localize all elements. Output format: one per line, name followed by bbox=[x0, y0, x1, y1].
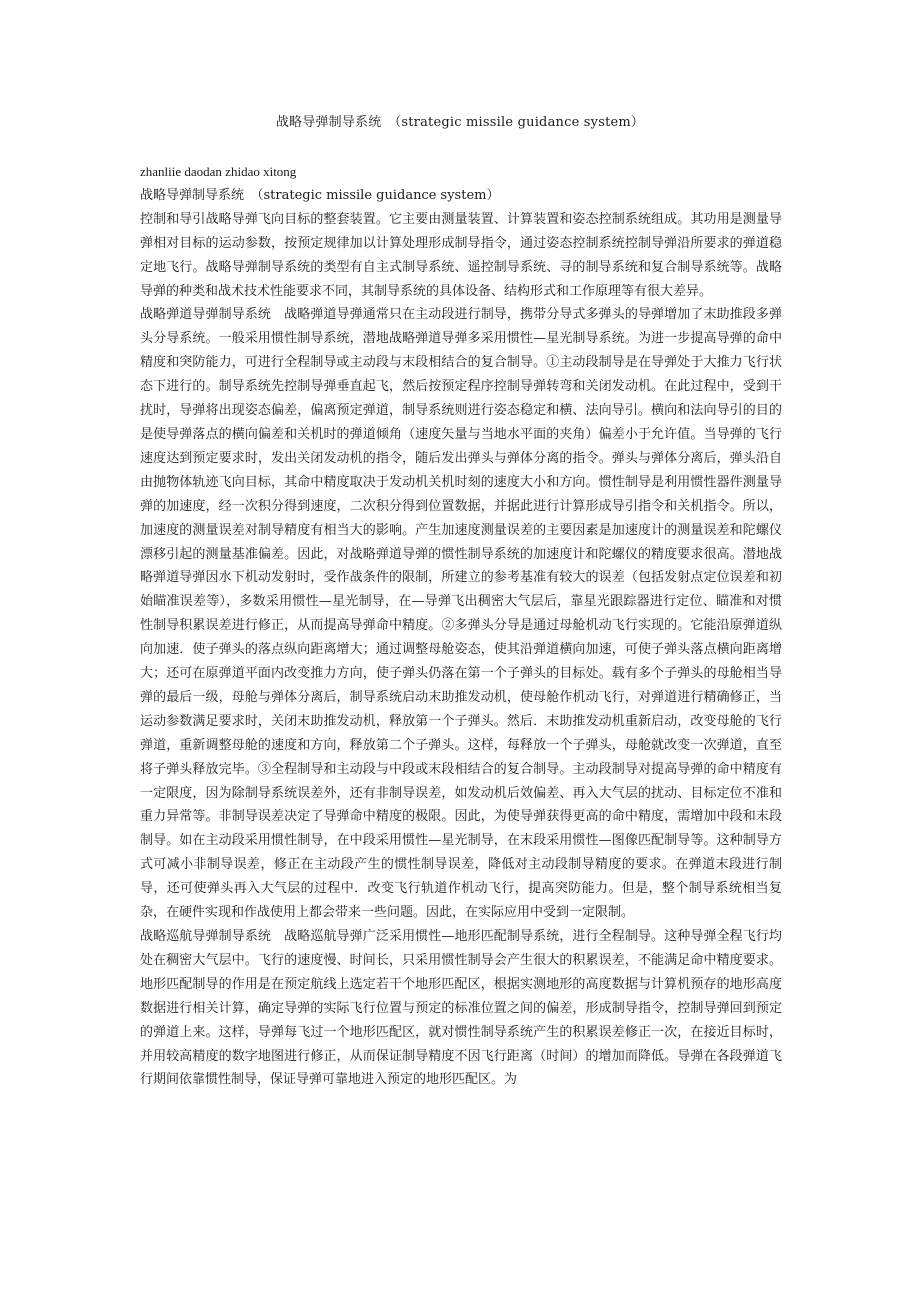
paragraph-ballistic-missile-guidance: 战略弹道导弹制导系统 战略弹道导弹通常只在主动段进行制导，携带分导式多弹头的导弹增加了末助推段多弹头分导系统。一般采用惯性制导系统，潜地战略弹道导弹多采用惯性—星光制导系统。为进一步提高导弹的命中精度和突防能力，可进行全程制导或主动段与末段相结合的复合制导。①主动段制导是在导弹处于大推力飞行状态下进行的。制导系统先控制导弹垂直起飞，然后按预定程序控制导弹转弯和关闭发动机。在此过程中，受到干扰时，导弹将出现姿态偏差，偏离预定弹道，制导系统则进行姿态稳定和横、法向导引。横向和法向导引的目的是使导弹落点的横向偏差和关机时的弹道倾角（速度矢量与当地水平面的夹角）偏差小于允许值。当导弹的飞行速度达到预定要求时，发出关闭发动机的指令，随后发出弹头与弹体分离的指令。弹头与弹体分离后，弹头沿自由抛物体轨迹飞向目标，其命中精度取决于发动机关机时刻的速度大小和方向。惯性制导是利用惯性器件测量导弹的加速度，经一次积分得到速度，二次积分得到位置数据，并据此进行计算形成导引指令和关机指令。所以，加速度的测量误差对制导精度有相当大的影响。产生加速度测量误差的主要因素是加速度计的测量误差和陀螺仪漂移引起的测量基准偏差。因此，对战略弹道导弹的惯性制导系统的加速度计和陀螺仪的精度要求很高。潜地战略弹道导弹因水下机动发射时，受作战条件的限制，所建立的参考基准有较大的误差（包括发射点定位误差和初始瞄准误差等），多数采用惯性—星光制导，在—导弹飞出稠密大气层后，靠星光跟踪器进行定位、瞄准和对惯性制导积累误差进行修正，从而提高导弹命中精度。②多弹头分导是通过母舱机动飞行实现的。它能沿原弹道纵向加速．使子弹头的落点纵向距离增大；通过调整母舱姿态，使其沿弹道横向加速，可使子弹头落点横向距离增大；还可在原弹道平面内改变推力方向，使子弹头仍落在第一个子弹头的目标处。载有多个子弹头的母舱相当导弹的最后一级，母舱与弹体分离后，制导系统启动末助推发动机，使母舱作机动飞行，对弹道进行精确修正，当运动参数满足要求时，关闭末助推发动机，释放第一个子弹头。然后．末助推发动机重新启动，改变母舱的飞行弹道，重新调整母舱的速度和方向，释放第二个子弹头。这样，每释放一个子弹头，母舱就改变一次弹道，直至将子弹头释放完毕。③全程制导和主动段与中段或末段相结合的复合制导。主动段制导对提高导弹的命中精度有一定限度，因为除制导系统误差外，还有非制导误差，如发动机后效偏差、再入大气层的扰动、目标定位不准和重力异常等。非制导误差决定了导弹命中精度的极限。因此，为使导弹获得更高的命中精度，需增加中段和末段制导。如在主动段采用惯性制导，在中段采用惯性—星光制导，在末段采用惯性—图像匹配制导等。这种制导方式可减小非制导误差，修正在主动段产生的惯性制导误差，降低对主动段制导精度的要求。在弹道末段进行制导，还可使弹头再入大气层的过程中．改变飞行轨道作机动飞行，提高突防能力。但是，整个制导系统相当复杂，在硬件实现和作战使用上都会带来一些问题。因此，在实际应用中受到一定限制。 bbox=[140, 307, 782, 921]
paragraph-cruise-missile-guidance: 战略巡航导弹制导系统 战略巡航导弹广泛采用惯性—地形匹配制导系统，进行全程制导。这种导弹全程飞行均处在稠密大气层中。飞行的速度慢、时间长，只采用惯性制导会产生很大的积累误差，不能满足命中精度要求。地形匹配制导的作用是在预定航线上选定若干个地形匹配区，根据实测地形的高度数据与计算机预存的地形高度数据进行相关计算，确定导弹的实际飞行位置与预定的标准位置之间的偏差，形成制导指令，控制导弹回到预定的弹道上来。这样，导弹每飞过一个地形匹配区，就对惯性制导系统产生的积累误差修正一次，在接近目标时，并用较高精度的数字地图进行修正，从而保证制导精度不因飞行距离（时间）的增加而降低。导弹在各段弹道飞行期间依靠惯性制导，保证导弹可靠地进入预定的地形匹配区。为 bbox=[140, 929, 782, 1088]
pinyin-line: zhanliie daodan zhidao xitong bbox=[140, 164, 297, 179]
document-title: 战略导弹制导系统 （strategic missile guidance system） bbox=[275, 115, 645, 130]
document-body bbox=[140, 160, 782, 1092]
entry-heading: 战略导弹制导系统 （strategic missile guidance system） bbox=[140, 187, 500, 203]
paragraph-definition: 控制和导引战略导弹飞向目标的整套装置。它主要由测量装置、计算装置和姿态控制系统组成。其功用是测量导弹相对目标的运动参数，按预定规律加以计算处理形成制导指令，通过姿态控制系统控制导弹沿所要求的弹道稳定地飞行。战略导弹制导系统的类型有自主式制导系统、遥控制导系统、寻的制导系统和复合制导系统等。战略导弹的种类和战术技术性能要求不同，其制导系统的具体设备、结构形式和工作原理等有很大差异。 bbox=[140, 211, 782, 299]
